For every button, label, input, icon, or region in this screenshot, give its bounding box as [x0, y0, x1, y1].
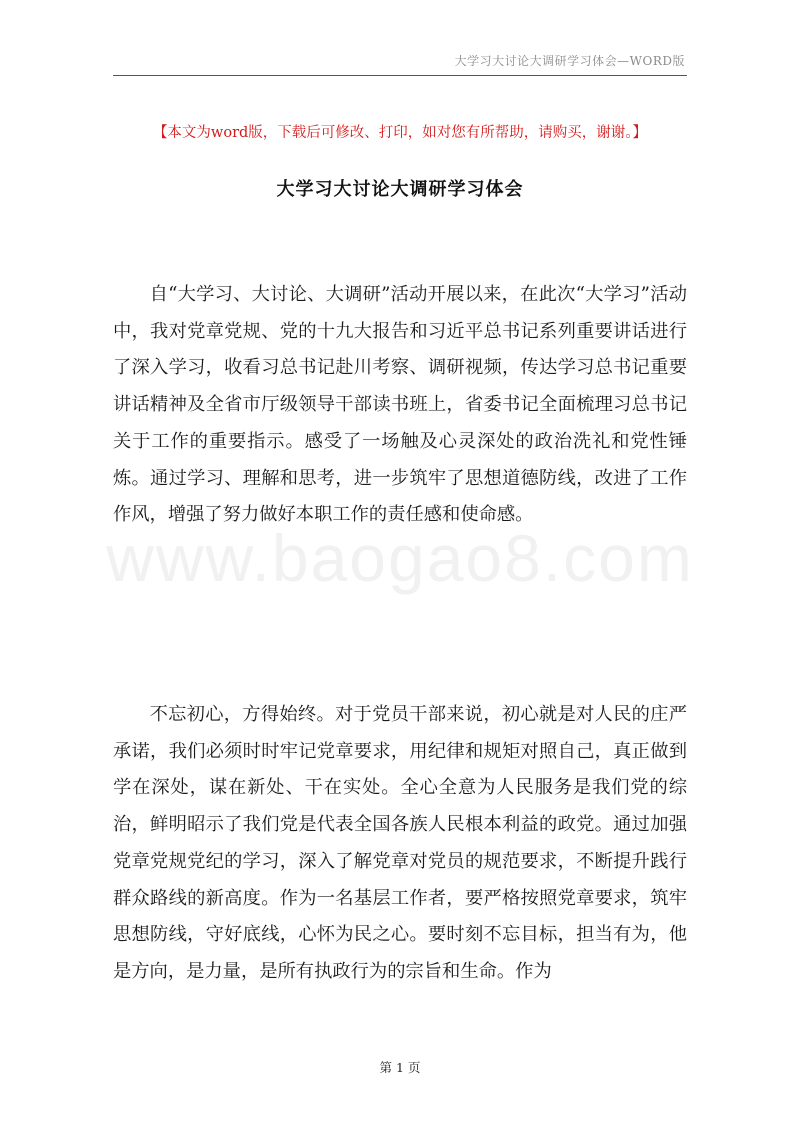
body-paragraph-1: 自“大学习、大讨论、大调研”活动开展以来，在此次“大学习”活动中，我对党章党规、党的十九大报告和习近平总书记系列重要讲话进行了深入学习，收看习总书记赴川考察、调研视频，传达学习总书记重要讲话精神及全省市厅级领导干部读书班上，省委书记全面梳理习总书记关于工作的重要指示。感受了一场触及心灵深处的政治洗礼和党性锤炼。通过学习、理解和思考，进一步筑牢了思想道德防线，改进了工作作风，增强了努力做好本职工作的责任感和使命感。 — [113, 284, 687, 526]
header-divider — [113, 75, 687, 76]
document-title: 大学习大讨论大调研学习体会 — [276, 179, 524, 200]
download-notice: 【本文为word版，下载后可修改、打印，如对您有所帮助，请购买，谢谢。】 — [152, 125, 648, 141]
page-number: 第 1 页 — [379, 1060, 421, 1075]
watermark-text: www.baogao8.com — [106, 521, 694, 595]
body-paragraph-2: 不忘初心，方得始终。对于党员干部来说，初心就是对人民的庄严承诺，我们必须时时牢记党章要求，用纪律和规矩对照自己，真正做到学在深处，谋在新处、干在实处。全心全意为人民服务是我们党的综治，鲜明昭示了我们党是代表全国各族人民根本利益的政党。通过加强党章党规党纪的学习，深入了解党章对党员的规范要求，不断提升践行群众路线的新高度。作为一名基层工作者，要严格按照党章要求，筑牢思想防线，守好底线，心怀为民之心。要时刻不忘目标，担当有为，他是方向，是力量，是所有执政行为的宗旨和生命。作为 — [113, 704, 687, 982]
running-header: 大学习大讨论大调研学习体会—WORD版 — [454, 54, 685, 68]
